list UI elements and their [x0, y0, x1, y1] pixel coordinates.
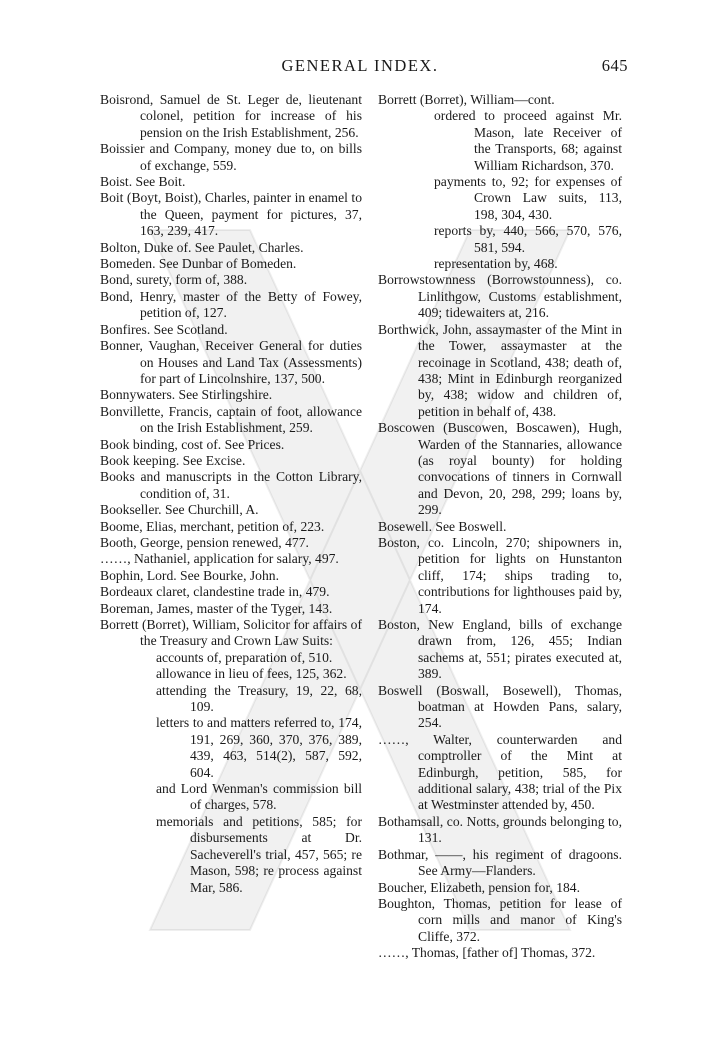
index-entry: ……, Nathaniel, application for salary, 497. [100, 551, 339, 567]
index-entry: Boist. See Boit. [100, 174, 186, 190]
index-entry: Bophin, Lord. See Bourke, John. [100, 567, 279, 583]
index-entry: Boughton, Thomas, petition for lease of corn mills and manor of King's Cliffe, 372. [378, 895, 622, 944]
index-entry: Bordeaux claret, clandestine trade in, 479. [100, 584, 330, 600]
index-entry: Boswell (Boswall, Bosewell), Thomas, boatman at Howden Pans, salary, 254. [378, 682, 622, 731]
index-entry: Boston, co. Lincoln, 270; shipowners in, petition for lights on Hunstanton cliff, 174; ships trading to, contributions for lighthouses paid by, 174. [378, 534, 622, 616]
index-entry: Bothmar, ——, his regiment of dragoons. See Army—Flanders. [378, 846, 622, 879]
index-entry: Boston, New England, bills of exchange drawn from, 126, 455; Indian sachems at, 551; pirates executed at, 389. [378, 617, 622, 682]
index-entry: ……, Walter, counterwarden and comptroller of the Mint at Edinburgh, petition, 585, for additional salary, 438; trial of the Pix at Westminster attended by, 450. [378, 731, 622, 813]
index-entry: Bookseller. See Churchill, A. [100, 502, 259, 518]
index-entry: ……, Thomas, [father of] Thomas, 372. [378, 945, 596, 961]
index-entry: Books and manuscripts in the Cotton Library, condition of, 31. [100, 469, 362, 501]
index-entry: Bond, Henry, master of the Betty of Fowey, petition of, 127. [100, 288, 362, 321]
index-subentry: payments to, 92; for expenses of Crown Law suits, 113, 198, 304, 430. [434, 174, 622, 222]
index-entry: Boome, Elias, merchant, petition of, 223. [100, 518, 325, 534]
index-entry: Bosewell. See Boswell. [378, 518, 507, 534]
index-entry: Boreman, James, master of the Tyger, 143. [100, 600, 333, 616]
index-column-right [378, 92, 622, 962]
index-entry: Book binding, cost of. See Prices. [100, 436, 285, 452]
index-entry: Boucher, Elizabeth, pension for, 184. [378, 879, 581, 895]
index-entry: Boissier and Company, money due to, on bills of exchange, 559. [100, 141, 362, 173]
index-entry: Bomeden. See Dunbar of Bomeden. [100, 256, 297, 272]
index-subentry: reports by, 440, 566, 570, 576, 581, 594. [434, 223, 622, 255]
index-entry: Borthwick, John, assaymaster of the Mint in the Tower, assaymaster at the recoinage in Scotland, 438; death of, 438; Mint in Edinburgh reorganized by, 438; widow and children of, petition in behalf of, 438. [378, 321, 622, 419]
index-subentry: attending the Treasury, 19, 22, 68, 109. [156, 682, 362, 715]
index-subentry: representation by, 468. [434, 256, 558, 272]
index-subentry: accounts of, preparation of, 510. [156, 649, 333, 665]
index-entry: Bonvillette, Francis, captain of foot, allowance on the Irish Establishment, 259. [100, 403, 362, 436]
index-entry: Bolton, Duke of. See Paulet, Charles. [100, 239, 304, 255]
index-subentry: and Lord Wenman's commission bill of charges, 578. [156, 781, 362, 813]
index-entry: Bond, surety, form of, 388. [100, 272, 248, 288]
index-entry: Boisrond, Samuel de St. Leger de, lieutenant colonel, petition for increase of his pension on the Irish Establishment, 256. [100, 92, 362, 140]
index-entry: Boit (Boyt, Boist), Charles, painter in enamel to the Queen, payment for pictures, 37, 163, 239, 417. [100, 190, 362, 239]
page-title: GENERAL INDEX. [281, 56, 439, 75]
index-subentry: memorials and petitions, 585; for disbursements at Dr. Sacheverell's trial, 457, 565; re Mason, 598; re process against Mar, 586. [156, 813, 362, 895]
page-header [0, 56, 720, 80]
index-column-left [100, 92, 362, 896]
index-entry: Book keeping. See Excise. [100, 452, 246, 468]
index-entry: Boscowen (Buscowen, Boscawen), Hugh, Warden of the Stannaries, allowance (as royal bounty) for holding convocations of tinners in Cornwall and Devon, 20, 298, 299; loans by, 299. [378, 420, 622, 518]
index-entry: Booth, George, pension renewed, 477. [100, 534, 309, 550]
page-number: 645 [601, 56, 628, 75]
index-subentry: allowance in lieu of fees, 125, 362. [156, 666, 347, 682]
index-subentry: letters to and matters referred to, 174, 191, 269, 360, 370, 376, 389, 439, 463, 514(2), 587, 592, 604. [156, 715, 362, 780]
index-entry: Bothamsall, co. Notts, grounds belonging to, 131. [378, 813, 622, 846]
index-entry: Bonnywaters. See Stirlingshire. [100, 387, 273, 403]
index-entry: Borrett (Borret), William, Solicitor for affairs of the Treasury and Crown Law Suits: [100, 617, 362, 649]
index-entry: Borrowstownness (Borrowstounness), co. Linlithgow, Customs establishment, 409; tidewaiters at, 216. [378, 272, 622, 321]
index-entry: Borrett (Borret), William—cont. [378, 92, 555, 107]
index-entry: Bonfires. See Scotland. [100, 321, 228, 337]
index-entry: Bonner, Vaughan, Receiver General for duties on Houses and Land Tax (Assessments) for part of Lincolnshire, 137, 500. [100, 338, 362, 386]
index-subentry: ordered to proceed against Mr. Mason, late Receiver of the Transports, 68; against William Richardson, 370. [434, 108, 622, 173]
